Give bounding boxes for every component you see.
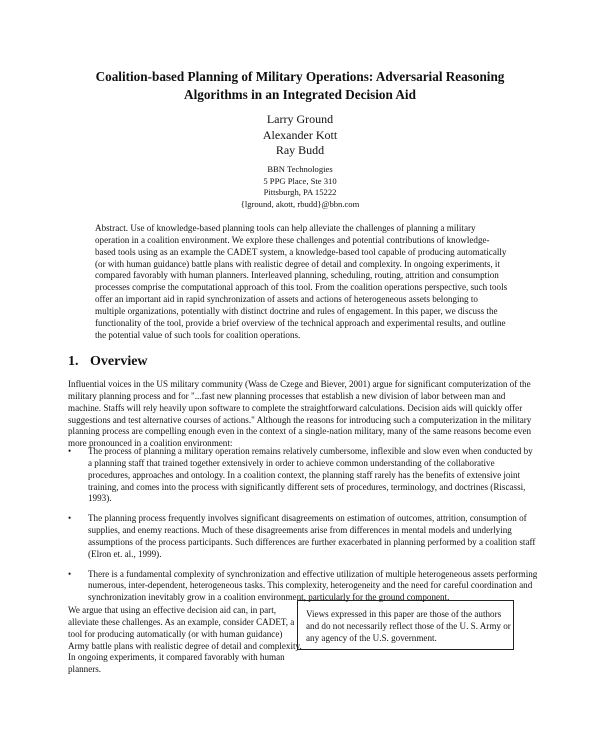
list-item [68,446,538,505]
affiliation-org: BBN Technologies [267,164,333,174]
bullet-icon: • [68,568,72,579]
abstract-paragraph: Abstract. Use of knowledge-based planning tools can help alleviate the challenges of planning a military operation in a coalition environment. We explore these challenges and potential contributions of knowledge-based tools using as an example the CADET system, a knowledge-based tool capable of producing automatically (or with human guidance) battle plans with realistic degree of detail and complexity. In ongoing experiments, it compared favorably with human planners. Interleaved planning, scheduling, routing, attrition and consumption processes comprise the computational approach of this tool. From the coalition operations perspective, such tools offer an important aid in rapid synchronization of assets and actions of heterogeneous assets belonging to multiple organizations, potentially with distinct doctrine and rules of engagement. In this paper, we discuss the functionality of the tool, provide a brief overview of the technical approach and experimental results, and outline the potential value of such tools for coalition operations. [95,223,508,340]
disclaimer-box: Views expressed in this paper are those of the authors and do not necessarily reflect those of the U. S. Army or any agency of the U.S. government. [297,600,514,650]
affiliation-address-line: 5 PPG Place, Ste 310 [263,175,337,186]
section-title: Overview [90,354,148,369]
intro-paragraph: Influential voices in the US military community (Wass de Czege and Biever, 2001) argue for significant computerization of the military planning process and for "...fast new planning processes that establish a new division of labor between man and machine. Staffs will rely heavily upon software to complete the straightforward calculations. Decision aids will quickly offer suggestions and test alternative courses of actions." Although the reasons for introducing such a computerization in the military planning process are compelling enough even in the context of a single-nation military, many of the same reasons become even more pronounced in a coalition environment: [68,379,532,449]
bullet-text: There is a fundamental complexity of synchronization and effective utilization of multiple heterogeneous assets performing numerous, inter-dependent, heterogeneous tasks. This complexity, heterogeneity and the need for careful coordination and synchronization inevitably grow in a coalition environment, particularly for the ground component. [88,568,538,603]
author-name: Larry Ground [266,112,334,126]
section-number: 1. [68,354,79,369]
list-item [68,513,538,560]
bullet-text: The process of planning a military operation remains relatively cumbersome, inflexible and slow even when conducted by a planning staff that trained together extensively in order to achieve common understanding of the collaborative procedures, approaches and ontology. In a coalition context, the planning staff rarely has the benefits of extensive joint training, and comes into the process with significantly different sets of procedures, terminology, and doctrines (Riscassi, 1993). [88,446,533,504]
title-line: Algorithms in an Integrated Decision Aid [184,87,416,102]
affiliation-email: {lground, akott, rbudd}@bbn.com [240,198,360,209]
list-item [68,569,538,605]
title-line: Coalition-based Planning of Military Operations: Adversarial Reasoning [95,69,505,84]
author-list [150,112,450,159]
bullet-icon: • [68,446,72,456]
author-name: Ray Budd [275,143,325,157]
bullet-icon: • [68,513,72,524]
affiliation-block [150,164,450,210]
closing-paragraph: We argue that using an effective decision aid can, in part, alleviate these challenges. As an example, consider CADET, a tool for producing automatically (or with human guidance) Army battle plans with realistic degree of detail and complexity. In ongoing experiments, it compared favorably with human planners. [68,605,302,675]
section-heading [68,354,148,370]
bullet-list [68,446,538,612]
author-name: Alexander Kott [262,127,338,142]
paper-title [60,68,540,104]
affiliation-address-line: Pittsburgh, PA 15222 [263,187,337,198]
bullet-text: The planning process frequently involves significant disagreements on estimation of outcomes, attrition, consumption of supplies, and enemy reactions. Much of these disagreements arise from differences in mental models and underlying assumptions of the process participants. Such differences are further exacerbated in planning performed by a coalition staff (Elron et. al., 1999). [88,513,536,559]
